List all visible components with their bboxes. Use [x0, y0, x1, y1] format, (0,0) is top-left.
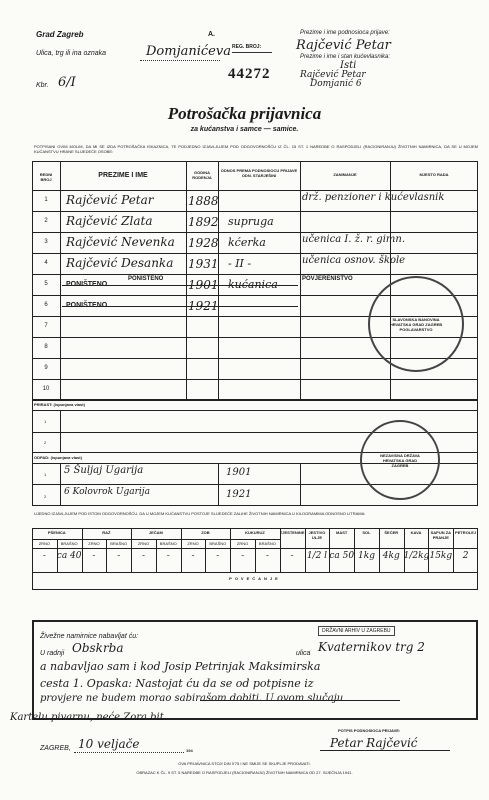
- row-year: 1931: [188, 257, 219, 271]
- row-no: 8: [44, 344, 48, 350]
- supply-street-value: Kvaternikov trg 2: [318, 640, 425, 654]
- stock-group-header: SOL: [362, 530, 371, 535]
- shop-label: U radnji: [40, 650, 65, 657]
- row-name: Rajčević Zlata: [66, 214, 153, 228]
- row-no: 3: [44, 239, 48, 245]
- row-no: 7: [44, 323, 48, 329]
- stock-value: -: [141, 551, 146, 561]
- row-no: 10: [42, 386, 50, 392]
- stock-value: 2: [462, 551, 469, 561]
- applicant-value: Rajčević Petar: [296, 38, 391, 53]
- stock-sub-header: ZRNO: [236, 541, 249, 546]
- row-no: 9: [44, 365, 48, 371]
- shop-value: Obskrba: [72, 641, 124, 655]
- row-relation: kućanica: [228, 278, 278, 291]
- row-no: 6: [44, 302, 48, 308]
- archive-stamp: DRŽAVNI ARHIV U ZAGREBU: [318, 626, 395, 636]
- form-title: Potrošačka prijavnica: [167, 104, 322, 123]
- stock-group-header: ZOB: [201, 530, 210, 535]
- row-no: 1: [44, 197, 48, 203]
- stock-value: -: [191, 551, 195, 561]
- prirast-row-2: 2: [44, 440, 47, 445]
- row-no: 2: [44, 218, 48, 224]
- row-year: 1892: [188, 215, 219, 229]
- place-label: ZAGREB,: [40, 745, 71, 752]
- supply-label: Živežne namirnice nabavljat ću:: [40, 633, 139, 640]
- stock-group-header: TJESTENINE: [279, 530, 305, 535]
- signature-label: POTPIS PODNOSIOCA PRIJAVE:: [338, 728, 401, 733]
- stock-group-header: PŠENICA: [47, 530, 66, 535]
- stock-value: -: [92, 551, 96, 561]
- row-year: 1921: [188, 299, 219, 313]
- col-header-relation: ODNOS PREMA PODNOSIOCU PRIJAVE ODN. STARJEŠINI: [220, 168, 298, 178]
- stock-value: -: [216, 551, 220, 561]
- row-occupation: učenica osnov. škole: [302, 255, 406, 266]
- stock-sub-header: ZRNO: [137, 541, 150, 546]
- owner-label: Prezime i ime i stan kućevlasnika:: [300, 54, 391, 60]
- stock-value: 1/2 l: [306, 551, 328, 561]
- col-header-year: GODINA RODENJA: [192, 170, 212, 180]
- stock-value: 15kg: [429, 551, 453, 561]
- stock-value: -: [117, 551, 121, 561]
- stock-sub-header: ZRNO: [88, 541, 100, 546]
- house-value: 6/I: [58, 75, 76, 90]
- stocks-intro: UJEDNO IZJAVLJUJEM POD ISTOM ODGOVORNOŠĆU, DA U MOJEM KUĆANSTVU POSTOJE SLIJEDEĆE ZALIHE ŽIVOTNIH NAMIRNICA U KILOGRAMIMA ODNOSNO LITRAMA:: [34, 511, 366, 516]
- stock-value: -: [241, 551, 245, 561]
- city-label: Grad Zagreb: [36, 30, 84, 39]
- state-stamp: [360, 420, 440, 500]
- intro-text: POTPISANI OVIM MOLIM, DA MI SE IZDA POTROŠAČKA ISKAZNICA, TE PODJEDNO IZJAVLJUJEM POD ODGOVORNOŠĆU IZ ČL. 15 ST. 1 NAREDBE O RASPODJELI (RACIONIRANJU) ŽIVOTNIH NAMIRNICA, DA SE U MOJEM KUĆANSTVU HRANE SLIJEDEĆE OSOBE:: [34, 144, 478, 154]
- row-name: Rajčević Petar: [66, 193, 154, 207]
- house-label: Kbr.: [36, 82, 49, 89]
- odpad-row-text-1: 5 Šuljaj Ugarija: [64, 465, 144, 476]
- stock-value: ca 40: [56, 551, 82, 561]
- stock-value: -: [265, 551, 269, 561]
- stock-group-header: KAVA: [410, 530, 422, 535]
- stock-value: 1/2kg: [403, 551, 430, 561]
- municipal-stamp-text: SLAVONSKA BANOVINA HRVATSKA GRAD ZAGREB POGLAVARSTVO: [389, 316, 443, 332]
- odpad-row-no-2: 2: [44, 494, 47, 499]
- street-label: Ulica, trg ili ina oznaka: [36, 50, 107, 57]
- odpad-row-no-1: 1: [44, 472, 47, 477]
- stock-sub-header: ZRNO: [187, 541, 199, 546]
- row-occupation: POVJERENIŠTVO: [302, 276, 353, 282]
- stock-sub-header: BRAŠNO: [159, 541, 177, 546]
- applicant-label: Prezime i ime podnosioca prijave:: [300, 30, 390, 36]
- stock-group-header: SAPUN ZA PRANJE: [430, 530, 452, 540]
- supply-line-6: Kartelu pivarnu, neće Zora bit.: [10, 712, 167, 723]
- stock-sub-header: BRAŠNO: [209, 541, 227, 546]
- odpad-row-text-2: 6 Kolovrok Ugarija: [64, 487, 150, 497]
- stock-value: ca 50: [329, 551, 355, 561]
- col-header-no: REDNI BROJ: [39, 172, 53, 182]
- row-no: 5: [44, 281, 48, 287]
- supply-line-3: a nabavljao sam i kod Josip Petrinjak Maksimirska: [40, 660, 321, 673]
- form-letter: A.: [208, 31, 215, 38]
- supply-line-4: cesta 1. Opaska: Nastojat ću da se od potpisne iz: [40, 677, 314, 690]
- stock-sub-header: ZRNO: [38, 541, 51, 546]
- stock-group-header: PETROLEJ: [455, 530, 477, 535]
- stock-group-header: RAŽ: [102, 530, 111, 535]
- municipal-stamp: [368, 276, 464, 372]
- row-year: 1888: [188, 194, 219, 208]
- col-header-name: PREZIME I IME: [98, 172, 148, 179]
- stock-group-header: JESTIVO ULJE: [308, 530, 326, 540]
- stock-group-header: KUKURUZ: [245, 530, 265, 535]
- fine-print-1: OVA PRIJAVNICA STOJI DIN 0'75 I NE SMIJE SE SKUPLJE PRODAVATI.: [178, 761, 311, 766]
- row-name: Rajčević Desanka: [66, 256, 174, 270]
- stock-value: -: [290, 551, 294, 561]
- stock-sub-header: BRAŠNO: [110, 541, 128, 546]
- row-relation: - II -: [228, 257, 252, 270]
- year-value: 194: [186, 748, 193, 753]
- odpad-label: ODPAD: (ispunjava vlast): [34, 455, 82, 460]
- row-year: 1901: [188, 278, 219, 292]
- stock-sub-header: BRAŠNO: [60, 541, 78, 546]
- odpad-row-year-2: 1921: [226, 489, 252, 500]
- cancel-mark: PONIŠTENO: [128, 276, 164, 282]
- reg-line: [232, 52, 272, 53]
- supply-line-5: provjere ne budem morao sabirašom dobiti. U ovom slučaju: [40, 693, 344, 704]
- odpad-row-year-1: 1901: [226, 467, 252, 478]
- owner-value-1: Isti: [340, 60, 357, 71]
- row-name: Rajčević Nevenka: [66, 235, 175, 249]
- row-occupation: drž. penzioner i kućevlasnik: [302, 192, 445, 203]
- stock-value: -: [166, 551, 170, 561]
- row-year: 1928: [188, 236, 219, 250]
- row-relation: supruga: [228, 215, 274, 228]
- row-name: PONIŠTENO: [66, 302, 108, 309]
- col-header-occupation: ZANIMANJE: [333, 172, 357, 177]
- supply-street-label: ulica: [296, 650, 311, 657]
- state-stamp-text: NEZAVISNA DRŽAVA HRVATSKA GRAD ZAGREB: [380, 452, 420, 468]
- form-subtitle: za kućanstva i samce — samice.: [190, 126, 299, 133]
- fine-print-2: OBRAZAC K ČL. 9 ST. 5 NAREDBE O RASPODJELI (RACIONIRANJU) ŽIVOTNIH NAMIRNICA OD 27. SIJEČNJA 1941.: [136, 770, 353, 775]
- stock-value: 4kg: [382, 551, 400, 561]
- stock-group-header: MAST: [336, 530, 348, 535]
- povecanje-label: POVEĆANJE: [229, 576, 281, 581]
- stock-value: -: [42, 551, 46, 561]
- owner-value-3: Domjanić 6: [310, 79, 362, 89]
- stock-group-header: ŠEĆER: [384, 530, 399, 535]
- reg-label: REG. BROJ:: [232, 44, 262, 50]
- row-no: 4: [44, 260, 48, 266]
- col-header-workplace: MJESTO RADA: [419, 172, 449, 177]
- signature: Petar Rajčević: [330, 736, 418, 750]
- row-relation: kćerka: [228, 236, 266, 249]
- row-occupation: učenica I. ž. r. gimn.: [302, 234, 406, 245]
- prirast-label: PRIRAST: (ispunjava vlast): [34, 402, 85, 407]
- prirast-row-1: 1: [44, 419, 47, 424]
- stock-value: 1kg: [358, 551, 375, 561]
- row-name: PONIŠTENO: [66, 281, 108, 288]
- date-value: 10 veljače: [78, 737, 140, 751]
- reg-number: 44272: [228, 66, 271, 82]
- stock-sub-header: BRAŠNO: [258, 541, 276, 546]
- street-value: Domjanićeva: [146, 44, 231, 59]
- owner-value-2: Rajčević Petar: [300, 70, 366, 80]
- stock-group-header: JEČAM: [148, 530, 163, 535]
